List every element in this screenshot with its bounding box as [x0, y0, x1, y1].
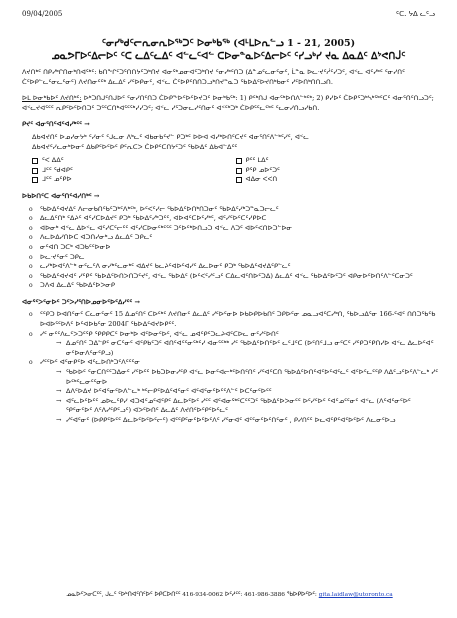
document-title: [30, 37, 427, 63]
sub-list-item: → ᓯᑦᐊᑦᓂᑦ (ᐅᑭᑭᑦᐅᑦᑦ ᐃᓚᐅᑦᐅᑦᐅᑦᓕᑦ) ᐊᑦᑦᑭᑦᓂᑦᐅᑦᐅᑦᐱᑦ ᓯᑦᓂᐊᑦ ᐊᑦᑦᓂᑦᐅᑦᑎᑦᓂᑦ , ᑭᓯᑎᑦᑦ ᐅᓚᐊᑦᑭᑦᐊᑦᐅᑦᐅᑦ ᐱᓚᓂᑦᐅᓗ: [66, 416, 439, 426]
checkbox-label: ᑭᕿ ᓄᐅᑦᑐᑦ: [245, 165, 280, 174]
footer-contact: ᓄᓇᐅᑦᐳᓂᑕᑦᑦ, ᒍᓚᑦ ᑦᐅᒃᑎᐊᑦᑎᑦᐅᑦ ᐅᑭᑕᐅᑎᑦᑦ 416-934-0062 ᐅᑦᓱᑦᑦ: 461-986-3886 ᖃᐅᑭᐅᑦᐅᑦ:: [66, 592, 317, 598]
footer: [20, 592, 439, 598]
list-item: o ᓂᑦᐊᑎ ᑐᑕᒃ ᐊᑐᑲᑦᑦᐅᓂᐅ: [40, 243, 439, 253]
checkbox-column-left: [32, 156, 236, 185]
list-item: o ᓚᓯᒃᐅᐊᑦᐱᓪᒃ ᓂᑦᓚᑦᐱ ᓂᓯᒃᑦᓚᓂᒃᑦ ᐊᐃᔪᑦ ᑲᓚᔨᑦᐊᐅᑦᐊᓯᑦ ᐃᓚᐅᓂᑦ ᑭᑐᒃ ᖃᐅᐃᑦᐊᔪᐃᑦᑭᓪᓚᑦ: [40, 262, 439, 272]
section-1-line-1: ᐃᑲᐊᔪᑎᑦ ᐅᓄᓯᓂᔭᒃ ᑦᓯᓂᑦ ᑦᒍᓚᓂ ᐱᒃᓚᑦ ᐊᑲᓂᑲᑦᔪᓪ ᑭᑐᒃᑦ ᐅᐅᐊ ᐊᓯᒃᐅᑎᑦᑕᔪᑦ ᐊᓂᕐᑎᑦᐱᓪᒃᑦᓯᑦ, ᐊᑉᓚ: [32, 132, 309, 141]
list-item-text: ᓯᑦᑦᐅᑦ ᐊᑦᓂᑭᑦᐅ ᐊᑦᓚᐅᑎᒃᑐᑦᐱᑦᑦᑦᓂ: [40, 358, 140, 367]
list-item: [40, 358, 439, 425]
sub-list: [40, 368, 439, 426]
list-item: o ᖃᐅᐃᑦᐊᔪᐃᑦ ᐱᓕᓂᑲᑎᑦᑲᑦᑐᒃᑦᐱᒃᑦᒃ, ᐅᑦᐸᑦᓯᓕ ᖃᐅᐃᑦᐅᑎᒃᑎᑐᓂᑦ ᖃᐅᐃᑦᓯᒃᑐᓐᓇᑐᓕᓚᑦ: [40, 205, 439, 215]
title-line-1: ᑦᓂᓯᒃᑯᑦᓕᕆᓂᕆᐅᖅᑐᑦ ᐅᓂᒃᑲᖅ (ᐊᒻᒪᐅᕆᓪᓗ 1 - 21, 2005): [101, 38, 356, 49]
checkbox-icon[interactable]: [32, 168, 38, 174]
checkbox-icon[interactable]: [236, 158, 242, 164]
checkbox-grid: [22, 156, 439, 185]
checkbox-label: ᑭᑦᑦ ᒪᐃᑦ: [245, 156, 269, 165]
intro-paragraph-2-text: ᐅᒃᑐᑎᒍᑦᑎᒍᐅᑦ ᑦᓂᓯᑎᑦᑎᑐ ᑖᐅᑭᖕᐅᑦᐅᑦᐅᔪᑐᑦ ᐅᓂᒃᑲᖅ: 1) ᑭᑦᒃᑎᒍ ᐊᓂᕐᒃᐅᑎᐱᓪᒃᑦᒃ; 2) ᑭᓯᐅᑦ ᑖᐅᑭᕐᑐᒃᓴᒃᕐᒃᑦᑕᑦ ᐊᓂᕐᑎᑦᑎᓗᑐᑦ; ᐊᑉᓚᔪᐊᕐᑦᑦ ᕆᑭᑦᐅᑦᐅᑎᑐᑦ ᑐᕐᑦᑕᑎᒃᐊᕐᑦᕐᒃᓯᓯᑐᑦ; ᐊᑉᓚ ᓯᕐᑐᓂᓚᓯᑦᑎᓂᑦ ᐊᑉᑦᒃᑐᒃ ᑖᐅᑭᕐᑦᓚᑦᒃᑦ ᑦᓚᓂᓯᑎᓗᓯᑲᑎ.: [22, 94, 434, 112]
checkbox-label: ᒧᑦᑦ ᓄᑦᑭᐅ: [42, 175, 72, 184]
sub-list-item: → ᖃᐅᐅᑦ ᑦᓂᑕᑎᑦᑦᑐᐃᓂᑦ ᓯᑦᐅᑦᑦ ᐅᑲᑐᐅᓂᓯᑦᑭ ᐊᑉᓚ ᐅᓂᑦᐊᓕᒃᑦᐅᑎᑦᑎᑦ ᓯᑦᐊᑦᑕᑎ ᖃᐅᐃᑦᐅᑎᑦᐊᑦᐅᑦᐊᑦᓚᑦ ᐊᑦᐅᑦᓚᑦᑦᑭ ᐱᐃᑦᓗᑦᐅᑦᐱᓪᓚᒃ ᓯᑦ ᐅᑦᒃᑦᓚᓂᑦᑦᓂᐅ: [66, 368, 439, 387]
checkbox-label: ᒧᑦᑦ ᖁᐊᑭᑦ: [42, 165, 73, 174]
checkbox-item[interactable]: [236, 166, 440, 176]
section-2-title: ᐅᑲᐅᑎᑦᑕ ᐊᓂᕐᑎᑦᐊᓯᑎᒃᑦ →: [22, 191, 100, 200]
sub-list-item: → ᐊᑦᓚᐅᑦᐅᑦᑦ ᓄᐅᓚᑦᑭᓯ ᐊᑐᐊᑦᓄᑦᐊᑦᑭᑦ ᐃᓚᐅᑦᐅᑦ ᓯᑦᑦ ᐊᑦᐊᓂᕐᒃᑦᑕᑦᑦᑐᑦ ᖃᐅᐃᑦᐅᐳᓂᑦᑦ ᐅᑦᓯᑦᐅᑦ ᑦᐊᑦᓄᑦᑦᓂᑦ ᐊᑉᓚ (ᐱᑦᐊᑦᓂᑦᐅᑦ ᕿᑦᓂᑦᐅᑦ ᐱᑦᐱᓯᑦᑭᑦᓗᑦ) ᐊᐳᑦᐅᑎᑦ ᐃᓚᐃᑦ ᐱᔪᑎᑦᐅᑦᑭᑦᐅᑦᓚᑦ: [66, 397, 439, 416]
checkbox-column-right: [236, 156, 440, 185]
section-3-list: [22, 310, 439, 425]
intro-paragraph-1: ᐱᔪᑎᒃᑦ ᑎᑭᓯᒃᒋᑎᓂᒃᑎᐊᕐᒃᑦ: ᑲᑎᖕᒋᑦᑐᕐᑎᑎᔭᑦᑐᒃᑎᔪ ᐊᓂᕐᒃᓄᓂᐊᑦᑐᒃᑎᔪ ᑦᓂᓯᒃᑦᑎᑐ (ᐃᓐᓄᑦᓚᓂᑦᓂᑦ, ᒫᓐᓇ ᐅᓚᐧᔪᑦᓲᑦᓯᑐᑦ, ᐊᑉᓚ ᐊᑦᓯᒃᑦ ᑦᓂᓯᑎᑦ ᑖᑦᐅᑭᓪᓚᑦᓂᓚᑦᓂᑦ) ᐱᔪᑎᓂᑦᑦᒃ ᐃᓚᐃᑦ ᓯᑦᐅᑭᓂᑦ, ᐊᑉᓚ ᑖᑦᐅᑭᑦᑎᑎᑐᓗᒃᑎᔪᓐᓇᑐ ᖃᐅᐃᑦᐅᔪᑎᒃᑲᓂᑦ ᓯᑦᐅᑎᒃᑎᑎᓗᑎ.: [22, 68, 405, 86]
checkbox-item[interactable]: [236, 156, 440, 166]
intro-paragraph-2-lead: ᐅᒪ ᐅᓂᒃᑲᐅᑦ ᐱᔪᑎᒃᑦ:: [22, 94, 82, 103]
list-item: o ᑦᑦᑭᑐ ᐅᐊᑎᑦᓂᑦ ᑕᓚᓂᑦᓂᑦ 15 ᐃᓄᑦᑎᑦ ᑕᐅᑦᒃᑦ ᐱᔪᑎᓂᑦ ᐃᓚᐃᑦ ᓯᑦᐅᑦᓂᐅ ᐅᑲᐅᑭᐅᑲᑎᑦ ᑐᑭᐅᑦᓂ ᓄᓇᓗᐊᑦᑕᓯᒃᑎ, ᖃᐅᓗᐃᕐᓂ 166-ᑦᐊᑦ ᑎᑎᑐᖃᑦᑲ ᐅᐊᐅᕐᑦᐅᐱᑦ ᐅᑦᐊᐅᑲᑦᓂ 2004ᒥ ᖃᐅᐃᑦᐊᔪᐅᑭᑦᑦ.: [40, 310, 439, 329]
checkbox-icon[interactable]: [32, 177, 38, 183]
checkbox-icon[interactable]: [236, 177, 242, 183]
list-item: o ᐱᓚᐅᐃᓯᑎᐅᑕ ᐊᑐᑎᓯᓂᒃᓗ ᐃᓚᐃᑦ ᑐᑭᓚᑦ: [40, 233, 439, 243]
list-item: [40, 330, 439, 359]
document-body: [22, 68, 439, 426]
list-item-text: ᓯᑦ ᓂᑦᑦᐱᓚᑦᐳᑐᑦᕿ ᕿᑭᑭᑕᑦ ᐅᓂᒃᐅ ᐊᑦᐅᓂᑦᐅᑦ, ᐊᑉᓚ ᓄᐊᑦᑭᑦᑐᓚᔨᐊᑦᑕᐅᓚ ᓂᑦᓯᑦᐅᑎᑦ: [40, 329, 279, 338]
list-item: o ᑐᐱᐊ ᐃᓚᐃᑦ ᖃᐅᐃᑦᐅᐳᓂᑭ: [40, 281, 439, 291]
checkbox-item[interactable]: [32, 166, 236, 176]
list-item: o ᖃᐅᐃᑦᐊᔪᐊᑦ ᓯᑦᑭᑦ ᖃᐅᐃᑦᐅᑎᐳᑎᑐᑦᔪᑦ, ᐊᑉᓚ ᖃᐅᐃᑦ (ᐅᑦᐸᑦᓯᑦᓗᑦ ᑕᐃᓚᐊᑦᑎᐅᑦᑐᐃ) ᐃᓚᐃᑦ ᐊᑉᓚ ᖃᐅᐃᑦᐅᑦᑐᑦ ᐊᑭᓂᐅᑦᐅᑎᑦᐱᓪᑦᑕᓂᑐᑦ: [40, 272, 439, 282]
title-line-2: ᓄᓇᕗᒥᐅᑦᐃᓕᐅᑦ ᑦᑕ ᓚᐃᑦᓚᐃᑦ ᐊᓪᓚᑦᐊᓪ ᑕᐅᓂᓐᓇᐅᑦᐃᓕᐅᑦ ᑦᓯᓗᒃᓯ ᔪᓇ ᐃᓇᐃᑦ ᐃᔾᕙᑎᒎᑦ: [51, 51, 406, 62]
email-link[interactable]: gita.laidlaw@utoronto.ca: [318, 592, 393, 598]
sub-list-item: → ᐃᐱᑦᐅᐃᔪ ᐅᑦᐊᑦᓂᑦᐅᐱᓪᓚᒃ ᒃᑦᓕᑭᑦᐅᐃᑦᐊᑦᓂᑦ ᐊᑦᐊᑦᓂᑦᐅᑦᑦᐱᓪᑦ ᐅᑕᑦᓂᑦᐅᑦᑦ: [66, 387, 439, 397]
checkbox-item[interactable]: [236, 175, 440, 185]
intro-paragraph-2: [22, 94, 439, 113]
checkbox-item[interactable]: [32, 156, 236, 166]
checkbox-item[interactable]: [32, 175, 236, 185]
list-item: o ᐅᓚᐧᔪᑦᓂᑦ ᑐᑭᓚ: [40, 253, 439, 263]
sub-list-item: → ᐃᓄᑦᑎᑦ ᑐᐃᓪᑭᑦ ᓂᑕᑦᓂᑦ ᐊᑦᑭᑲᑦᑐᑦ ᐊᑎᑦᐊᑦᑦᓂᕐᒃᑦᓯ ᐊᓂᕐᑦᒃᒃ ᓯᑦ ᖃᐅᐃᑦᐅᑎᑦᐅᑦ ᓚᑦᒧᑦᑕ (ᐅᑦᑎᑦᒧᓗ ᓂᑦᑕᑦ ᓯᑦᑭᑐᑦᑭᑎᓯᐅ ᐊᑉᓚ ᐃᓚᐅᑦᐊᑦ ᓂᑦᐅᓂᐱᑦᓂᑦᑭᓗ): [66, 339, 439, 358]
checkbox-label: ᑦᐸ ᐃᐃᑦ: [42, 156, 64, 165]
list-item: o ᐃᓚᐃᑦᑎᒃ ᑦᐃᔨᑦ ᐊᑦᓯᑕᐅᐃᔪᑦ ᑭᑐᒃ ᖃᐅᐃᑦᓯᒃᑐᑦᑦ, ᐊᐅᐊᑦᑕᐅᑦᓯᒃᑦ, ᐊᑦᓯᑦᐅᑦᑕᑦᓯᑭᐅᑕ: [40, 214, 439, 224]
list-item: o ᐊᐅᓂᒃ ᐊᑉᓚ ᐃᐅᑉᓚ ᐊᑦᓯᑕᑦᓕᑦᑦ ᐊᑦᓯᑕᐅᓂᑦᒃᑦᕐᑦ ᑐᑦᐅᑦᒃᐅᑎᓗᑐ ᐊᑉᓚ ᐱᑐᑦ ᐊᐅᑦᐸᑎᐅᑐᓪᐅᓂ: [40, 224, 439, 234]
date-label: 09/04/2005: [22, 10, 63, 18]
section-3-title: ᐊᓂᕐᑦᐳᑦᓂᐅᑦ ᑐᑦᐳᓯᕐᑎᐅᓄᓂᐅᑦᐅᑦᐃᓯᑦᑦ →: [22, 297, 141, 306]
checkbox-icon[interactable]: [236, 168, 242, 174]
header-right-label: ᑦᑕ. ᔭᐃ ᓚᑦᓗ: [396, 10, 435, 18]
section-1-line-2: ᐃᑲᐊᔪᑦᓯᓚᓂᒃᐅᓂᑦ ᐃᑲᑭᑦᐅᑦᐅᑦ ᑭᑦᕆᑕᐳ ᑖᐅᑭᑦᑕᑎᔭᑦᑐᑦ ᖃᐅᐃᑦ ᐃᑲᐊᓪᐃᑦᑦ: [32, 142, 238, 151]
checkbox-icon[interactable]: [32, 158, 38, 164]
sub-list: [40, 339, 439, 358]
section-2-list: [22, 205, 439, 291]
checkbox-label: ᐊᐃᓂ ᐸᐸᑎ: [245, 175, 278, 184]
section-1-title: ᑭᔪᑦ ᐊᓂᕐᑎᑦᐊᑦᐊᓯᒃᑦᑦ →: [22, 120, 90, 129]
